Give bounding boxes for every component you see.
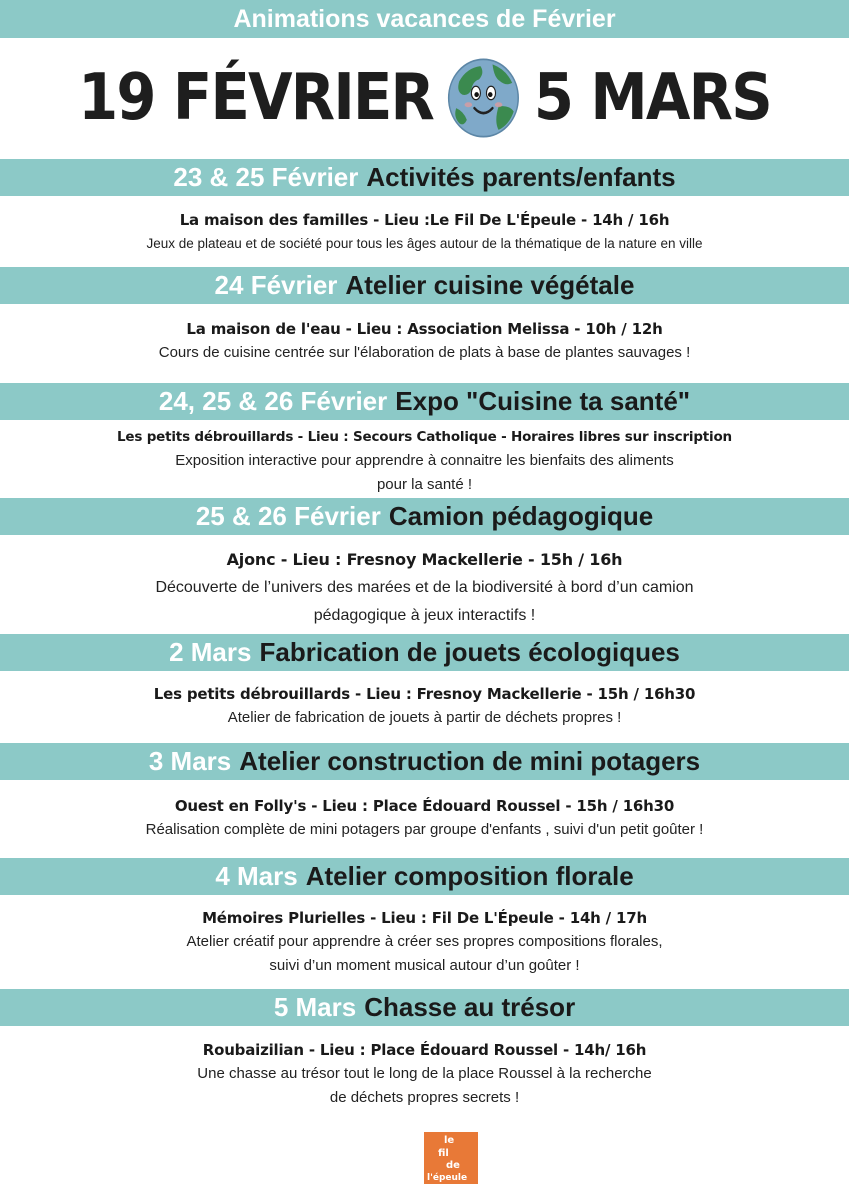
- event-header: [0, 159, 849, 196]
- event-description: suivi d’un moment musical autour d’un goûter !: [269, 957, 580, 974]
- event-header: [0, 743, 849, 780]
- event-title: Atelier cuisine végétale: [345, 270, 635, 300]
- event-details: [0, 682, 849, 730]
- event-date: 24 Février: [214, 270, 338, 300]
- event-details: [0, 546, 849, 630]
- event-description: Jeux de plateau et de société pour tous les âges autour de la thématique de la nature en ville: [146, 236, 703, 251]
- event-description: Atelier créatif pour apprendre à créer ses propres compositions florales,: [186, 933, 663, 950]
- event-description: Une chasse au trésor tout le long de la place Roussel à la recherche: [197, 1065, 652, 1082]
- event-description: Réalisation complète de mini potagers par groupe d'enfants , suivi d'un petit goûter !: [145, 821, 704, 838]
- event-description: pour la santé !: [376, 476, 473, 493]
- event-details: [0, 425, 849, 497]
- event-date: 24, 25 & 26 Février: [158, 386, 388, 416]
- event-title: Camion pédagogique: [388, 501, 654, 531]
- logo-text-fil: fil: [438, 1148, 449, 1159]
- logo-text-de: de: [446, 1160, 460, 1171]
- event-description: Cours de cuisine centrée sur l'élaboration de plats à base de plantes sauvages !: [158, 344, 691, 361]
- event-date: 3 Mars: [148, 746, 232, 776]
- event-header: [0, 989, 849, 1026]
- event-description: pédagogique à jeux interactifs !: [313, 607, 536, 624]
- header-banner: Animations vacances de Février: [0, 0, 849, 38]
- event-info: La maison des familles - Lieu :Le Fil De L'Épeule - 14h / 16h: [179, 211, 670, 229]
- event-title: Chasse au trésor: [364, 992, 576, 1022]
- event-info: Ouest en Folly's - Lieu : Place Édouard Roussel - 15h / 16h30: [174, 797, 675, 815]
- fil-de-lepeule-logo: [424, 1132, 478, 1184]
- event-description: Découverte de l’univers des marées et de la biodiversité à bord d’un camion: [155, 579, 694, 596]
- fil-de-lepeule-logo-mark: [424, 1132, 478, 1184]
- event-details: [0, 794, 849, 842]
- event-header: [0, 634, 849, 671]
- event-title: Expo "Cuisine ta santé": [395, 386, 691, 416]
- event-title: Atelier construction de mini potagers: [239, 746, 701, 776]
- event-date: 23 & 25 Février: [173, 162, 359, 192]
- logo-text-le: le: [444, 1135, 455, 1146]
- date-range: [42, 48, 806, 148]
- event-header: [0, 267, 849, 304]
- event-date: 2 Mars: [169, 637, 252, 667]
- event-description: de déchets propres secrets !: [329, 1089, 520, 1106]
- event-date: 4 Mars: [215, 861, 298, 891]
- event-date: 5 Mars: [273, 992, 357, 1022]
- event-header: [0, 498, 849, 535]
- event-info: Mémoires Plurielles - Lieu : Fil De L'Épeule - 14h / 17h: [202, 909, 647, 927]
- event-info: Les petits débrouillards - Lieu : Fresnoy Mackellerie - 15h / 16h30: [153, 685, 696, 703]
- event-info: Les petits débrouillards - Lieu : Secours Catholique - Horaires libres sur inscription: [117, 429, 732, 445]
- event-info: La maison de l'eau - Lieu : Association Melissa - 10h / 12h: [186, 320, 663, 338]
- event-title: Atelier composition florale: [305, 861, 634, 891]
- event-info: Ajonc - Lieu : Fresnoy Mackellerie - 15h / 16h: [226, 550, 623, 569]
- event-title: Activités parents/enfants: [366, 162, 676, 192]
- event-info: Roubaizilian - Lieu : Place Édouard Roussel - 14h/ 16h: [202, 1041, 647, 1059]
- event-description: Atelier de fabrication de jouets à partir de déchets propres !: [227, 709, 622, 726]
- event-title: Fabrication de jouets écologiques: [259, 637, 680, 667]
- event-description: Exposition interactive pour apprendre à connaitre les bienfaits des aliments: [175, 452, 674, 469]
- event-header: [0, 383, 849, 420]
- event-details: [0, 1038, 849, 1110]
- smiling-earth-icon: [446, 56, 522, 140]
- date-start: 19 FÉVRIER: [78, 61, 434, 135]
- event-date: 25 & 26 Février: [195, 501, 381, 531]
- event-details: [0, 208, 849, 256]
- event-details: [0, 317, 849, 365]
- logo-text-epeule: l'épeule: [427, 1173, 468, 1183]
- event-header: [0, 858, 849, 895]
- date-end: 5 MARS: [533, 61, 771, 135]
- event-details: [0, 906, 849, 978]
